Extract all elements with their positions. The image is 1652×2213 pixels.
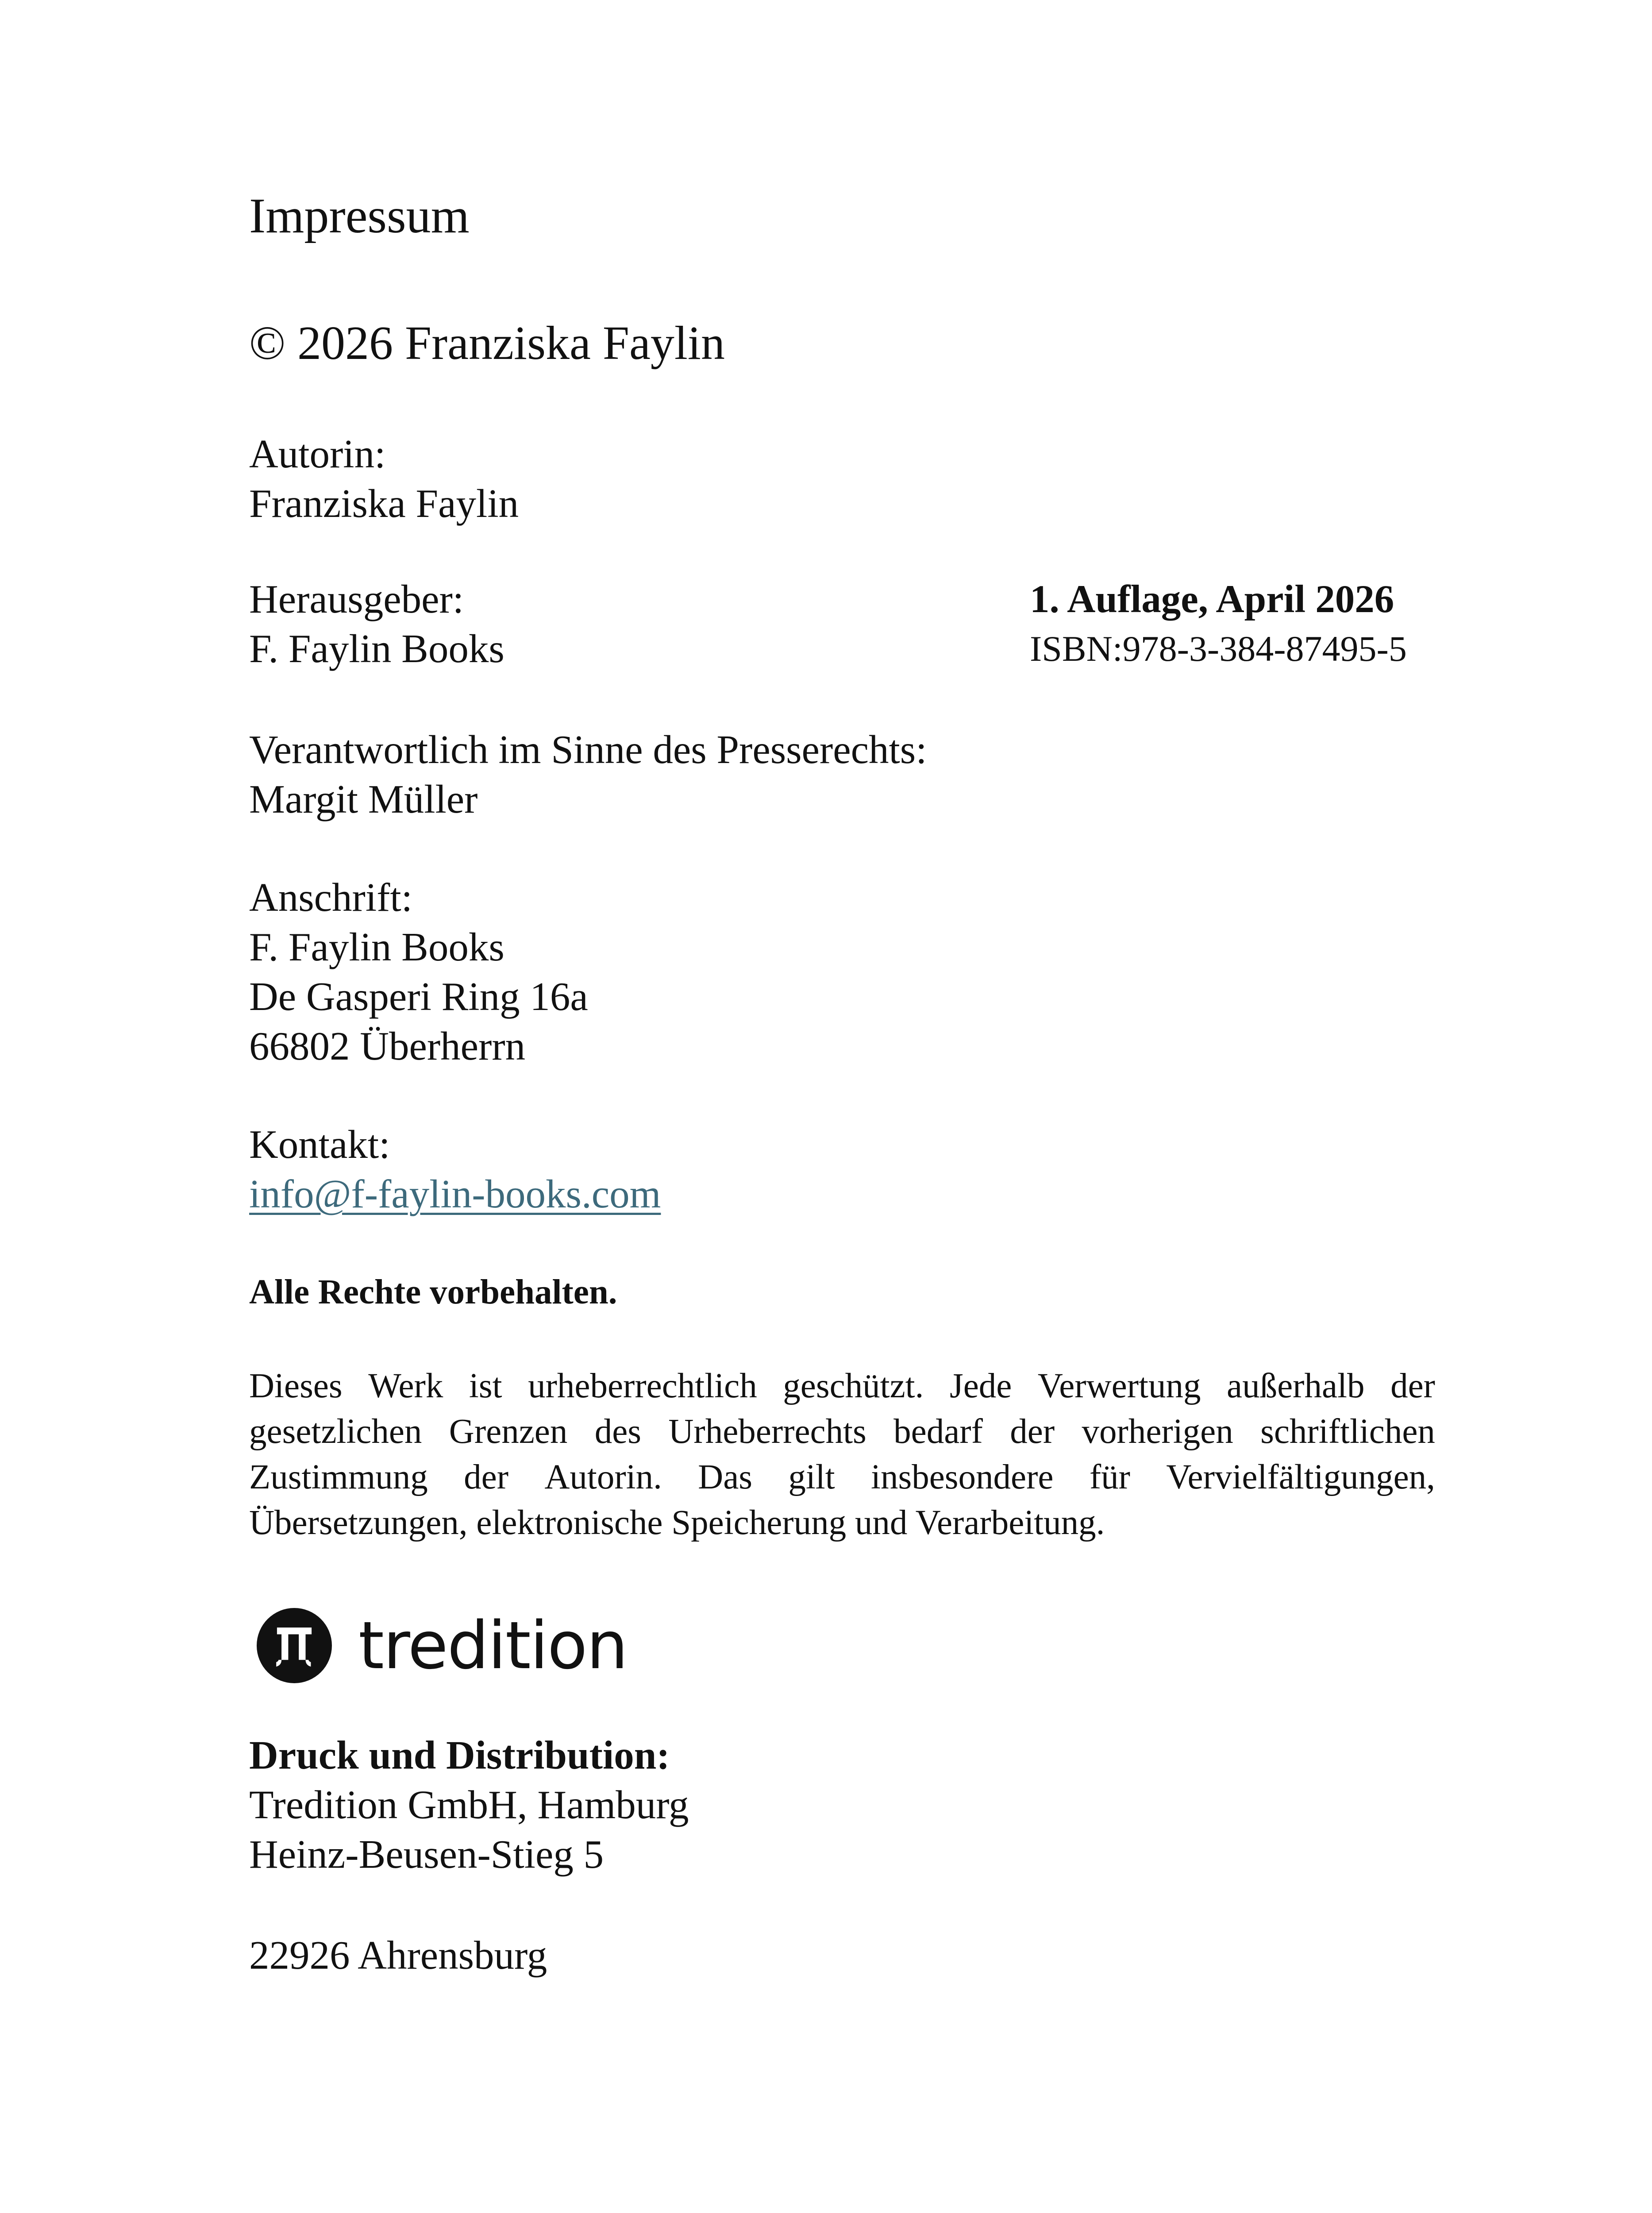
author-name: Franziska Faylin [249,481,519,526]
paragraph-word: Autorin. [544,1458,662,1496]
publisher-label: Herausgeber: [249,577,464,621]
paragraph-word: vorherigen [1082,1412,1233,1451]
paragraph-word: außerhalb [1227,1367,1365,1405]
paragraph-word: Jede [949,1367,1012,1405]
tredition-logo-icon [257,1608,332,1683]
paragraph-word: urheberrechtlich [528,1367,757,1405]
responsible-label: Verantwortlich im Sinne des Presserechts: [249,727,927,772]
paragraph-word: Grenzen [449,1412,568,1451]
printer-street: Heinz-Beusen-Stieg 5 [249,1832,604,1877]
address-line: F. Faylin Books [249,925,504,969]
rights-reserved: Alle Rechte vorbehalten. [249,1273,617,1311]
address-label: Anschrift: [249,875,412,920]
isbn-text: ISBN:978-3-384-87495-5 [1030,628,1407,669]
paragraph-word: der [1010,1412,1055,1451]
paragraph-word: gesetzlichen [249,1412,422,1451]
author-section [249,429,519,528]
author-label: Autorin: [249,432,386,476]
contact-label: Kontakt: [249,1122,390,1167]
paragraph-word: Vervielfältigungen, [1166,1458,1435,1496]
edition-text: 1. Auflage, April 2026 [1030,578,1394,621]
paragraph-word: ist [469,1367,502,1405]
contact-email-link[interactable]: info@f-faylin-books.com [249,1172,661,1216]
page-title: Impressum [249,189,470,243]
publisher-name: F. Faylin Books [249,626,504,671]
paragraph-word: Verwertung [1037,1367,1201,1405]
paragraph-word: schriftlichen [1260,1412,1435,1451]
paragraph-word: Das [698,1458,753,1496]
paragraph-word: Dieses [249,1367,343,1405]
print-distribution-address [249,1780,689,1879]
print-distribution-label: Druck und Distribution: [249,1733,670,1777]
tredition-logo-text: tredition [358,1608,628,1684]
address-section [249,873,588,1071]
contact-section [249,1120,661,1219]
paragraph-word: des [594,1412,642,1451]
paragraph-line [249,1454,1435,1500]
paragraph-word: geschützt. [783,1367,924,1405]
paragraph-line [249,1409,1435,1454]
responsible-name: Margit Müller [249,777,478,821]
paragraph-word: Werk [368,1367,443,1405]
paragraph-word: Zustimmung [249,1458,428,1496]
paragraph-word: für [1089,1458,1130,1496]
copyright-line: © 2026 Franziska Faylin [249,317,725,370]
paragraph-word: insbesondere [871,1458,1054,1496]
printer-city: 22926 Ahrensburg [249,1933,547,1978]
paragraph-line: Übersetzungen, elektronische Speicherung und Verarbeitung. [249,1504,1105,1542]
printer-company: Tredition GmbH, Hamburg [249,1782,689,1827]
publisher-section [249,574,504,674]
paragraph-word: bedarf [893,1412,983,1451]
paragraph-word: der [464,1458,508,1496]
edition-section [1030,574,1428,674]
address-line: 66802 Überherrn [249,1024,526,1068]
printer-city-block [249,1931,547,1980]
paragraph-word: Urheberrechts [668,1412,866,1451]
paragraph-word: der [1390,1367,1435,1405]
paragraph-line [249,1363,1435,1409]
copyright-notice-paragraph [249,1363,1435,1546]
responsible-section [249,725,927,824]
paragraph-word: gilt [788,1458,835,1496]
address-line: De Gasperi Ring 16a [249,974,588,1019]
tredition-logo [257,1606,646,1685]
